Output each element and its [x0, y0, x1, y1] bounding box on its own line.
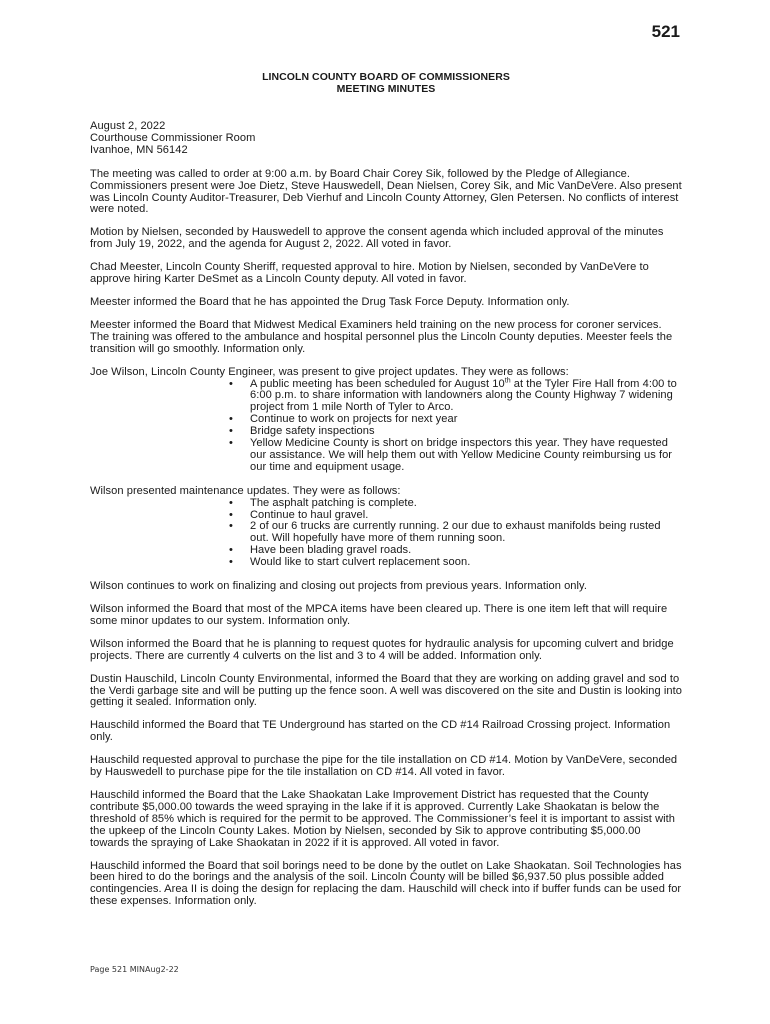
- paragraph-lake-shaokatan-spraying: Hauschild informed the Board that the Lake Shaokatan Lake Improvement District has requested that the County contribute $5,000.00 towards the weed spraying in the lake if it is approved. Currently Lake Shaokatan is below the threshold of 85% which is required for the permit to be approved. The Commissioner’s feel it is important to assist with the upkeep of the Lincoln County Lakes. Motion by Nielsen, seconded by Sik to approve contributing $5,000.00 towards the spraying of Lake Shaokatan in 2022 if it is approved. All voted in favor.: [90, 788, 675, 849]
- ordinal-suffix: th: [504, 376, 511, 384]
- document-heading: [90, 71, 682, 95]
- paragraph-mpca-items: Wilson informed the Board that most of the MPCA items have been cleared up. There is one item left that will require some minor updates to our system. Information only.: [90, 603, 668, 627]
- list-item-text: A public meeting has been scheduled for August 10: [250, 377, 505, 390]
- paragraph-drug-task-force: Meester informed the Board that he has appointed the Drug Task Force Deputy. Information only.: [90, 295, 570, 308]
- paragraph-soil-borings: Hauschild informed the Board that soil borings need to be done by the outlet on Lake Shaokatan. Soil Technologies has been hired to do the borings and the analysis of the soil. Lincoln County will be billed $6,937.50 plus possible added contingencies. Area II is doing the design for replacing the dam. Hauschild will check into if buffer funds can be used for these expenses. Information only.: [90, 859, 682, 908]
- paragraph-medical-examiners: Meester informed the Board that Midwest Medical Examiners held training on the new process for coroner services. The training was offered to the ambulance and hospital personnel plus the Lincoln County deputies. Meester feels the transition will go smoothly. Information only.: [90, 318, 673, 355]
- paragraph-call-to-order: The meeting was called to order at 9:00 a.m. by Board Chair Corey Sik, followed by the Pledge of Allegiance. Commissioners present were Joe Dietz, Steve Hauswedell, Dean Nielsen, Corey Sik, and Mic VanDeVere. Also present was Lincoln County Auditor-Treasurer, Deb Vierhuf and Lincoln County Attorney, Glen Petersen. No conflicts of interest were noted.: [90, 167, 682, 216]
- heading-line-2: MEETING MINUTES: [336, 83, 436, 95]
- list-item: • The asphalt patching is complete.: [250, 498, 682, 510]
- heading-line-1: LINCOLN COUNTY BOARD OF COMMISSIONERS: [262, 71, 510, 83]
- list-item: • Continue to work on projects for next year: [250, 414, 682, 426]
- meeting-date: August 2, 2022: [90, 120, 166, 132]
- page-number: 521: [651, 22, 680, 41]
- paragraph-sheriff-hire: Chad Meester, Lincoln County Sheriff, requested approval to hire. Motion by Nielsen, seconded by VanDeVere to approve hiring Karter DeSmet as a Lincoln County deputy. All voted in favor.: [90, 261, 649, 286]
- paragraph-verdi-garbage-site: Dustin Hauschild, Lincoln County Environmental, informed the Board that they are working on adding gravel and sod to the Verdi garbage site and will be putting up the fence soon. A well was discovered on the site and Dustin is looking into getting it sealed. Information only.: [90, 672, 682, 709]
- paragraph-maintenance-intro: Wilson presented maintenance updates. They were as follows:: [90, 484, 401, 497]
- paragraph-project-updates-intro: Joe Wilson, Lincoln County Engineer, was present to give project updates. They were as follows:: [90, 365, 569, 378]
- paragraph-closing-projects: Wilson continues to work on finalizing and closing out projects from previous years. Information only.: [90, 580, 587, 593]
- list-item: • Have been blading gravel roads.: [250, 545, 682, 557]
- meeting-city: Ivanhoe, MN 56142: [90, 143, 188, 156]
- list-item-text: at the Tyler Fire Hall from 4:00 to 6:00 p.m. to share information with landowners along the County Highway 7 widening project from 1 mile North of Tyler to Arco.: [250, 377, 677, 414]
- meeting-address: [90, 121, 682, 157]
- list-item: • Yellow Medicine County is short on bridge inspectors this year. They have requested our assistance. We will help them out with Yellow Medicine County reimbursing us for our time and equipment usage.: [250, 438, 682, 474]
- meeting-room: Courthouse Commissioner Room: [90, 131, 256, 144]
- list-item: • Would like to start culvert replacement soon.: [250, 557, 682, 569]
- list-item: [250, 376, 682, 415]
- list-item: • Bridge safety inspections: [250, 426, 682, 438]
- paragraph-consent-agenda: Motion by Nielsen, seconded by Hauswedell to approve the consent agenda which included approval of the minutes from July 19, 2022, and the agenda for August 2, 2022. All voted in favor.: [90, 226, 664, 251]
- paragraph-tile-pipe: Hauschild requested approval to purchase the pipe for the tile installation on CD #14. Motion by VanDeVere, seconded by Hauswedell to purchase pipe for the tile installation on CD #14. All voted in favor.: [90, 754, 678, 779]
- page-footer: Page 521 MINAug2-22: [90, 965, 179, 974]
- list-item: • Continue to haul gravel.: [250, 510, 682, 522]
- paragraph-hydraulic-analysis: Wilson informed the Board that he is planning to request quotes for hydraulic analysis for upcoming culvert and bridge projects. There are currently 4 culverts on the list and 3 to 4 will be added. Information only.: [90, 637, 674, 662]
- minutes-body: [90, 71, 682, 919]
- list-item: • 2 of our 6 trucks are currently running. 2 our due to exhaust manifolds being rusted out. Will hopefully have more of them running soon.: [250, 521, 682, 545]
- paragraph-railroad-crossing: Hauschild informed the Board that TE Underground has started on the CD #14 Railroad Crossing project. Information only.: [90, 719, 671, 744]
- maintenance-updates-list: [90, 498, 682, 569]
- project-updates-list: [90, 376, 682, 474]
